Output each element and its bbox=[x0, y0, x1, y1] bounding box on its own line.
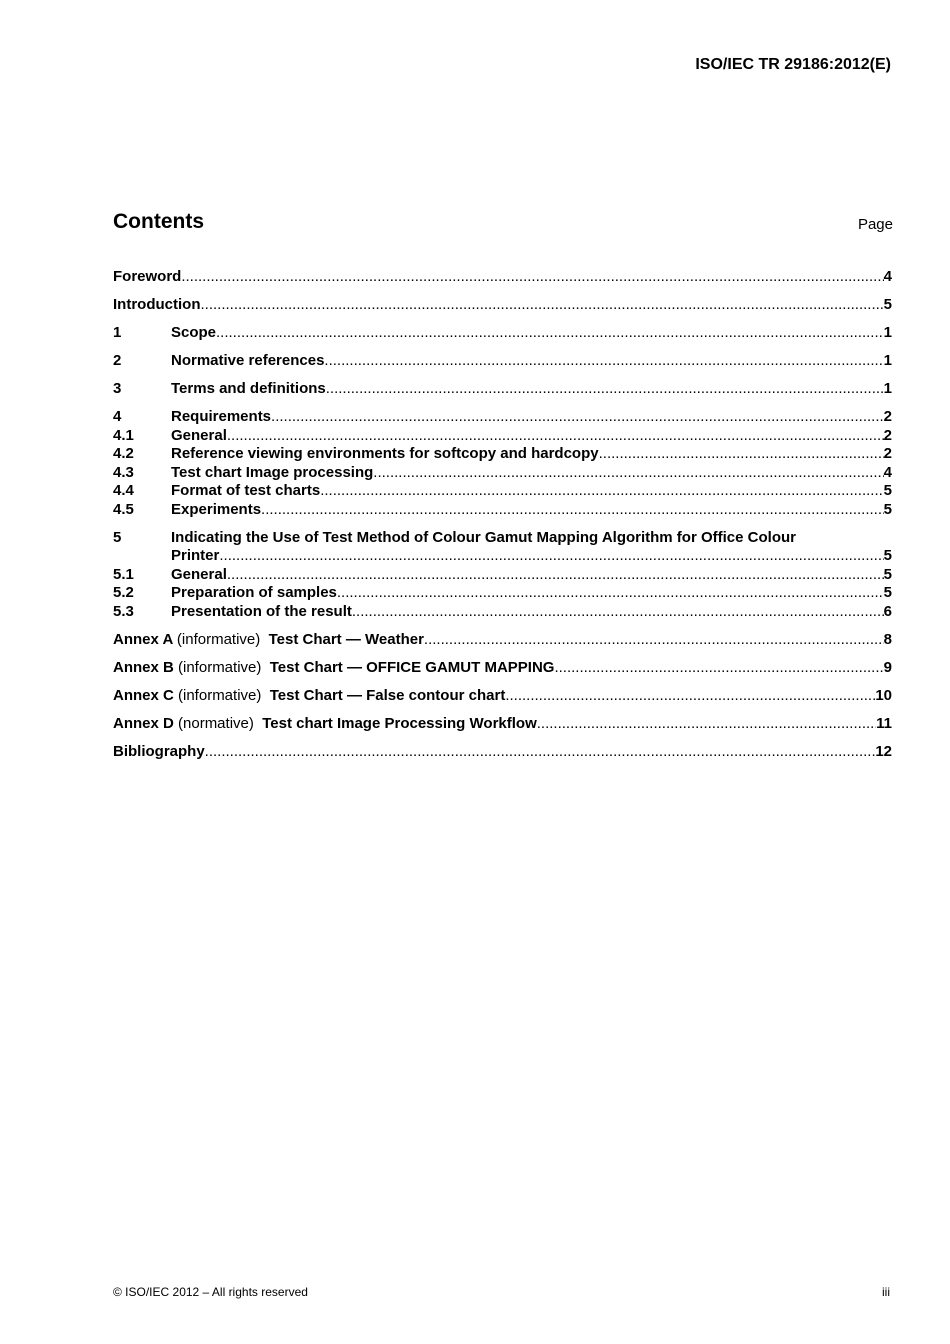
toc-entry-text: Terms and definitions bbox=[171, 380, 326, 397]
toc-entry-text: General bbox=[171, 426, 227, 444]
toc-entry-5-2-preparation-samples[interactable] bbox=[113, 584, 892, 603]
toc-entry-number: 5.3 bbox=[113, 602, 134, 620]
toc-annex-title bbox=[113, 687, 505, 706]
table-of-contents bbox=[113, 268, 892, 761]
toc-entry-4-3-image-processing[interactable] bbox=[113, 464, 892, 483]
annex-label: Annex C bbox=[113, 686, 174, 704]
annex-type: (informative) bbox=[176, 630, 261, 648]
toc-entry-text: Foreword bbox=[113, 268, 182, 285]
contents-title: Contents bbox=[113, 210, 204, 233]
toc-entry-number: 2 bbox=[113, 352, 122, 369]
toc-entry-5-1-general[interactable] bbox=[113, 566, 892, 585]
toc-entry-page: 5 bbox=[883, 565, 892, 583]
toc-entry-text: Requirements bbox=[171, 408, 272, 425]
toc-entry-page: 6 bbox=[883, 602, 892, 620]
toc-entry-text: General bbox=[171, 565, 227, 583]
toc-leader-dots bbox=[261, 501, 884, 520]
toc-entry-page: 5 bbox=[883, 584, 892, 601]
toc-entry-bibliography[interactable] bbox=[113, 743, 892, 762]
page-column-label: Page bbox=[857, 216, 893, 233]
toc-leader-dots bbox=[424, 631, 884, 650]
toc-entry-text: Introduction bbox=[113, 296, 201, 313]
toc-entry-text: Experiments bbox=[171, 500, 262, 518]
toc-entry-5-indicating-use[interactable] bbox=[113, 529, 892, 548]
toc-entry-text: Scope bbox=[171, 324, 217, 341]
toc-entry-text: Bibliography bbox=[113, 742, 205, 760]
toc-entry-page: 1 bbox=[883, 352, 892, 369]
annex-type: (normative) bbox=[178, 714, 254, 732]
annex-label: Annex A bbox=[113, 630, 173, 648]
toc-leader-dots bbox=[373, 464, 883, 483]
toc-entry-number: 3 bbox=[113, 380, 122, 397]
toc-entry-number: 4.4 bbox=[113, 482, 134, 499]
toc-entry-5-indicating-use-continued[interactable] bbox=[113, 547, 892, 566]
toc-entry-page: 1 bbox=[883, 380, 892, 397]
toc-entry-text: Indicating the Use of Test Method of Colour Gamut Mapping Algorithm for Office Colour bbox=[171, 528, 796, 546]
toc-entry-number: 4.3 bbox=[113, 463, 134, 481]
toc-entry-number: 5 bbox=[113, 528, 122, 546]
annex-text: Test Chart — False contour chart bbox=[269, 686, 506, 704]
toc-leader-dots bbox=[271, 408, 884, 427]
toc-entry-5-3-presentation-result[interactable] bbox=[113, 603, 892, 622]
toc-entry-number: 4 bbox=[113, 408, 122, 425]
toc-entry-text: Preparation of samples bbox=[171, 584, 337, 601]
toc-entry-number: 1 bbox=[113, 324, 122, 341]
toc-entry-foreword[interactable] bbox=[113, 268, 892, 287]
toc-leader-dots bbox=[219, 547, 883, 566]
toc-entry-scope[interactable] bbox=[113, 324, 892, 343]
toc-leader-dots bbox=[337, 584, 884, 603]
toc-entry-text: Reference viewing environments for softcopy and hardcopy bbox=[171, 445, 599, 462]
toc-entry-introduction[interactable] bbox=[113, 296, 892, 315]
toc-leader-dots bbox=[352, 603, 884, 622]
annex-label: Annex D bbox=[113, 714, 174, 732]
toc-entry-terms-definitions[interactable] bbox=[113, 380, 892, 399]
annex-label: Annex B bbox=[113, 658, 174, 676]
toc-entry-page: 12 bbox=[875, 742, 892, 760]
document-id: ISO/IEC TR 29186:2012(E) bbox=[695, 56, 891, 73]
toc-entry-page: 2 bbox=[883, 445, 892, 462]
footer-copyright: © ISO/IEC 2012 – All rights reserved bbox=[113, 1285, 308, 1299]
toc-leader-dots bbox=[554, 659, 883, 678]
annex-type: (informative) bbox=[178, 686, 262, 704]
toc-entry-number: 4.5 bbox=[113, 500, 134, 518]
toc-entry-page: 4 bbox=[883, 268, 892, 285]
toc-entry-page: 11 bbox=[876, 714, 892, 732]
toc-entry-number: 5.1 bbox=[113, 565, 134, 583]
toc-entry-text: Test chart Image processing bbox=[171, 463, 374, 481]
toc-entry-number: 4.2 bbox=[113, 445, 134, 462]
annex-text: Test Chart — Weather bbox=[268, 630, 424, 648]
toc-entry-4-4-format-test-charts[interactable] bbox=[113, 482, 892, 501]
toc-entry-page: 2 bbox=[883, 426, 892, 444]
toc-entry-page: 10 bbox=[875, 686, 892, 704]
toc-entry-page: 8 bbox=[883, 630, 892, 648]
toc-entry-page: 2 bbox=[883, 408, 892, 425]
toc-entry-4-1-general[interactable] bbox=[113, 427, 892, 446]
toc-entry-annex-b[interactable] bbox=[113, 659, 892, 678]
toc-entry-normative-references[interactable] bbox=[113, 352, 892, 371]
annex-text: Test chart Image Processing Workflow bbox=[262, 714, 537, 732]
toc-entry-4-5-experiments[interactable] bbox=[113, 501, 892, 520]
toc-annex-title bbox=[113, 659, 554, 678]
toc-entry-page: 5 bbox=[883, 296, 892, 313]
toc-entry-annex-c[interactable] bbox=[113, 687, 892, 706]
toc-entry-annex-a[interactable] bbox=[113, 631, 892, 650]
toc-leader-dots bbox=[324, 352, 883, 371]
toc-entry-4-2-viewing-environments[interactable] bbox=[113, 445, 892, 464]
toc-entry-page: 5 bbox=[883, 500, 892, 518]
toc-leader-dots bbox=[205, 743, 876, 762]
toc-entry-annex-d[interactable] bbox=[113, 715, 892, 734]
toc-leader-dots bbox=[216, 324, 884, 343]
toc-entry-requirements[interactable] bbox=[113, 408, 892, 427]
toc-leader-dots bbox=[505, 687, 875, 706]
toc-leader-dots bbox=[181, 268, 883, 287]
footer-page-number: iii bbox=[882, 1285, 890, 1299]
toc-entry-text: Normative references bbox=[171, 352, 325, 369]
toc-entry-number: 4.1 bbox=[113, 426, 134, 444]
toc-leader-dots bbox=[227, 427, 884, 446]
toc-entry-page: 5 bbox=[883, 547, 892, 564]
toc-annex-title bbox=[113, 715, 537, 734]
toc-entry-page: 9 bbox=[883, 658, 892, 676]
toc-leader-dots bbox=[320, 482, 883, 501]
toc-leader-dots bbox=[227, 566, 884, 585]
toc-leader-dots bbox=[200, 296, 883, 315]
toc-leader-dots bbox=[599, 445, 884, 464]
toc-annex-title bbox=[113, 631, 424, 650]
toc-entry-number: 5.2 bbox=[113, 584, 134, 601]
toc-entry-page: 4 bbox=[883, 463, 892, 481]
toc-entry-text: Presentation of the result bbox=[171, 602, 352, 620]
toc-leader-dots bbox=[537, 715, 876, 734]
toc-entry-page: 1 bbox=[883, 324, 892, 341]
toc-entry-text: Printer bbox=[171, 547, 220, 564]
toc-entry-page: 5 bbox=[883, 482, 892, 499]
annex-type: (informative) bbox=[178, 658, 262, 676]
toc-entry-text: Format of test charts bbox=[171, 482, 321, 499]
toc-leader-dots bbox=[326, 380, 884, 399]
annex-text: Test Chart — OFFICE GAMUT MAPPING bbox=[269, 658, 555, 676]
